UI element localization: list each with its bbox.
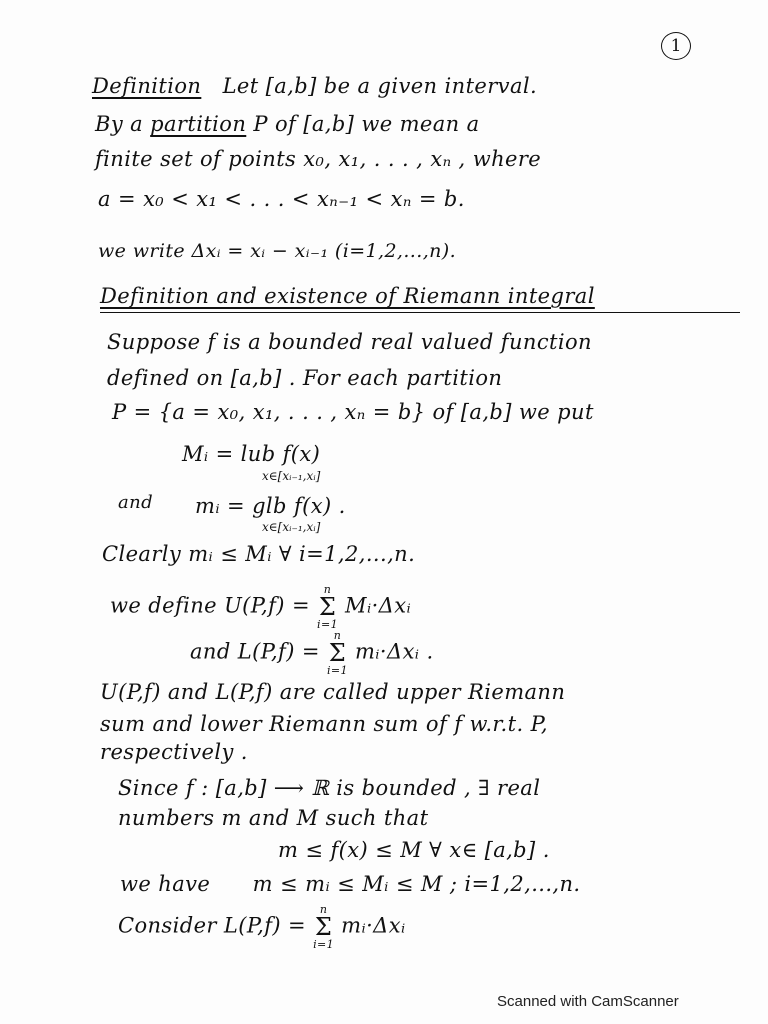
sum-symbol-lower: [327, 630, 348, 676]
upper-sum-term: Mᵢ·Δxᵢ: [345, 593, 412, 618]
riemann-sums-line-3: respectively .: [100, 740, 248, 764]
upper-sup-subscript: x∈[xᵢ₋₁,xᵢ]: [262, 469, 321, 483]
sum-lower-limit: i=1: [313, 938, 335, 951]
sum-lower-limit: i=1: [326, 664, 348, 677]
upper-sup-definition: Mᵢ = lub f(x): [182, 442, 321, 466]
page-number: 1: [661, 32, 691, 60]
consider-term: mᵢ·Δxᵢ: [341, 913, 406, 938]
consider-line: [118, 904, 406, 950]
sigma-glyph: Σ: [328, 639, 347, 667]
lower-inf-definition: mᵢ = glb f(x) .: [195, 494, 346, 518]
riemann-sums-line-2: sum and lower Riemann sum of f w.r.t. P,: [100, 712, 548, 736]
definition-1-text-2a: By a: [95, 112, 144, 136]
lower-sum-definition: [190, 630, 434, 676]
definition-1-line-1: [92, 74, 537, 98]
riemann-sums-line-1: U(P,f) and L(P,f) are called upper Riemann: [100, 680, 566, 704]
definition-2-line-1: Suppose f is a bounded real valued function: [107, 330, 592, 354]
heading-rule: [100, 312, 740, 313]
bounded-line-2: numbers m and M such that: [118, 806, 429, 830]
definition-2-line-3: P = {a = x₀, x₁, . . . , xₙ = b} of [a,b] we put: [112, 400, 594, 424]
sum-upper-limit: n: [319, 903, 328, 916]
definition-1-line-2: [95, 112, 480, 136]
bounded-line-1: Since f : [a,b] ⟶ ℝ is bounded , ∃ real: [118, 776, 541, 800]
definition-1-text-2c: P of [a,b] we mean a: [253, 112, 480, 136]
lower-sum-lead: and L(P,f) =: [190, 639, 320, 664]
definition-1-text-1: Let [a,b] be a given interval.: [222, 74, 538, 98]
upper-sum-definition: [110, 584, 411, 630]
sum-symbol-upper: [317, 584, 338, 630]
lower-sum-term: mᵢ·Δxᵢ .: [354, 639, 434, 664]
inequality-chain: m ≤ mᵢ ≤ Mᵢ ≤ M ; i=1,2,...,n.: [252, 872, 581, 896]
we-have-line: [120, 872, 581, 896]
definition-2-line-2: defined on [a,b] . For each partition: [107, 366, 503, 390]
sum-lower-limit: i=1: [317, 618, 338, 631]
lower-inf-subscript: x∈[xᵢ₋₁,xᵢ]: [262, 520, 321, 534]
sigma-glyph: Σ: [318, 593, 337, 621]
and-label-1: and: [118, 492, 154, 513]
upper-sum-lead: we define U(P,f) =: [110, 593, 310, 618]
sum-upper-limit: n: [333, 629, 342, 642]
sigma-glyph: Σ: [314, 913, 333, 941]
camscanner-watermark: Scanned with CamScanner: [497, 993, 679, 1010]
sum-upper-limit: n: [323, 583, 332, 596]
sum-symbol-consider: [313, 904, 334, 950]
definition-1-line-4: a = x₀ < x₁ < . . . < xₙ₋₁ < xₙ = b.: [98, 187, 465, 211]
bounded-inequality: m ≤ f(x) ≤ M ∀ x∈ [a,b] .: [278, 838, 550, 862]
delta-x-definition: we write Δxᵢ = xᵢ − xᵢ₋₁ (i=1,2,...,n).: [98, 240, 457, 262]
clearly-line: Clearly mᵢ ≤ Mᵢ ∀ i=1,2,...,n.: [102, 542, 416, 566]
definition-1-line-3: finite set of points x₀, x₁, . . . , xₙ , where: [95, 147, 542, 171]
consider-lead: Consider L(P,f) =: [118, 913, 307, 938]
we-have-lead: we have: [120, 872, 211, 896]
definition-1-heading: Definition: [92, 74, 202, 98]
definition-2-heading: Definition and existence of Riemann integral: [100, 284, 595, 308]
partition-term: partition: [150, 112, 247, 136]
